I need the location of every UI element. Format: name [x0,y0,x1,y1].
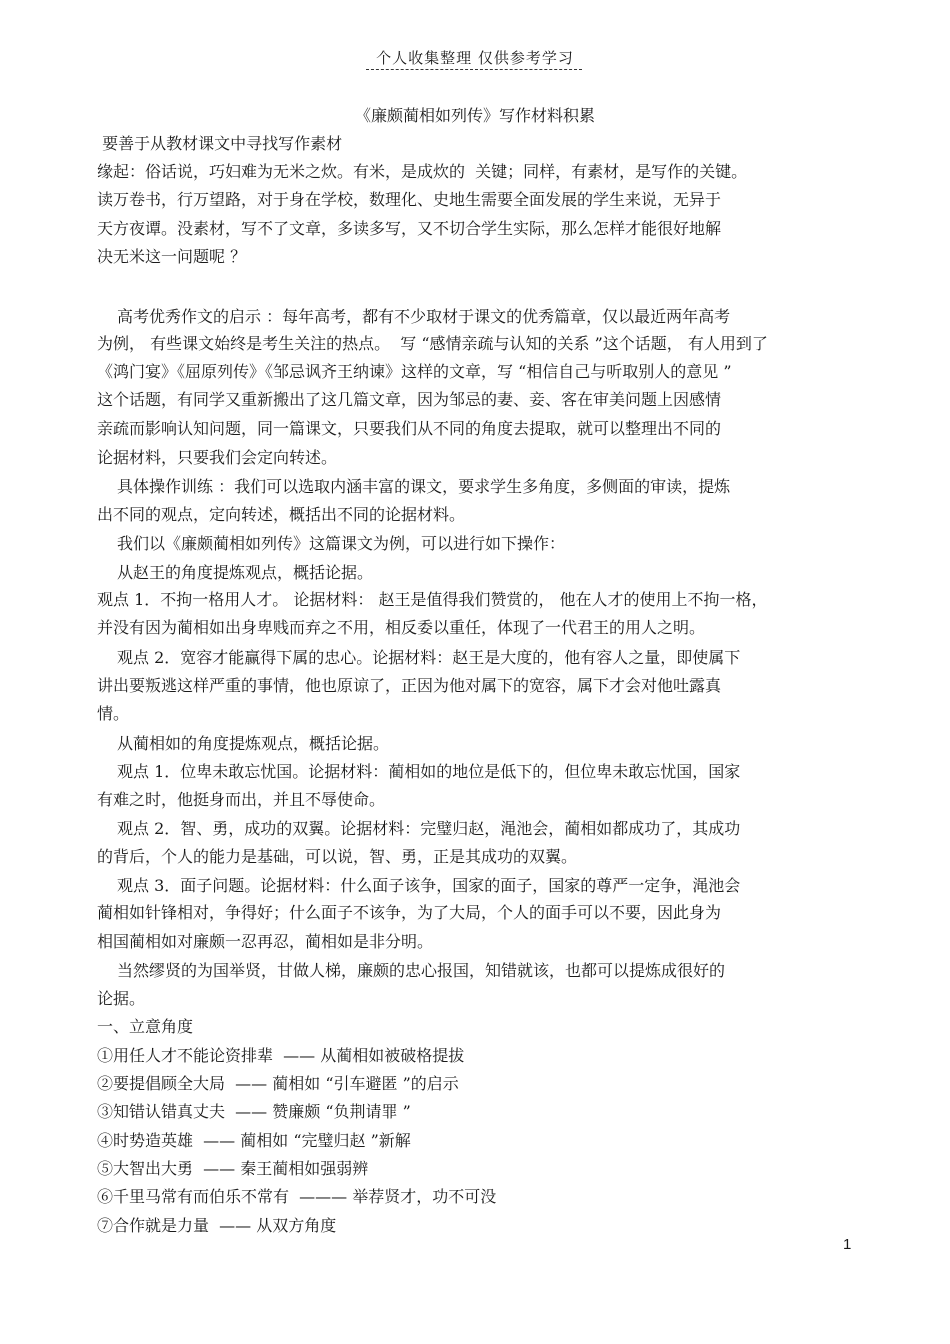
text-line: 并没有因为蔺相如出身卑贱而弃之不用，相反委以重任，体现了一代君王的用人之明。 [97,618,706,637]
text-line: ⑥千里马常有而伯乐不常有 ——— 举荐贤才，功不可没 [97,1187,497,1206]
text-line: ⑤大智出大勇 —— 秦王蔺相如强弱辨 [97,1159,369,1178]
text-line: 相国蔺相如对廉颇一忍再忍，蔺相如是非分明。 [97,932,434,951]
header-dashed-rule [366,69,582,70]
page-number: 1 [843,1236,852,1253]
text-line: 从赵王的角度提炼观点，概括论据。 [117,563,374,582]
text-line: 一、立意角度 [97,1017,194,1036]
text-line: 要善于从教材课文中寻找写作素材 [97,134,343,153]
text-line: 这个话题，有同学又重新搬出了这几篇文章，因为邹忌的妻、妾、客在审美问题上因感情 [97,390,722,409]
text-line: 情。 [97,704,130,723]
text-line: 决无米这一问题呢 ？ [97,247,247,266]
text-line: 亲疏而影响认知问题，同一篇课文，只要我们从不同的角度去提取，就可以整理出不同的 [97,419,722,438]
text-line: 论据。 [97,989,146,1008]
text-line: 我们以《廉颇蔺相如列传》这篇课文为例，可以进行如下操作： [117,534,566,553]
text-line: 《鸿门宴》《屈原列传》《邹忌讽齐王纳谏》这样的文章，写 “相信自己与听取别人的意见 ” [97,362,732,381]
text-line: 具体操作训练 ：我们可以选取内涵丰富的课文，要求学生多角度，多侧面的审读，提炼 [117,477,731,496]
text-line: 缘起：俗话说，巧妇难为无米之炊。有米，是成炊的 关键；同样，有素材，是写作的关键。 [97,162,748,181]
text-line: 读万卷书，行万望路，对于身在学校，数理化、史地生需要全面发展的学生来说，无异于 [97,190,722,209]
text-line: ⑦合作就是力量 —— 从双方角度 [97,1216,337,1235]
text-line: 观点 2．宽容才能赢得下属的忠心。论据材料：赵王是大度的，他有容人之量，即使属下 [117,648,741,667]
text-line: 当然缪贤的为国举贤，甘做人梯，廉颇的忠心报国，知错就该，也都可以提炼成很好的 [117,961,726,980]
page-header: 个人收集整理 仅供参考学习 [376,49,574,67]
text-line: 高考优秀作文的启示 ：每年高考，都有不少取材于课文的优秀篇章，仅以最近两年高考 [117,307,731,326]
text-line: ②要提倡顾全大局 —— 蔺相如 “引车避匿 ”的启示 [97,1074,459,1093]
text-line: 观点 1．位卑未敢忘忧国。论据材料：蔺相如的地位是低下的，但位卑未敢忘忧国，国家 [117,762,741,781]
text-line: 观点 1．不拘一格用人才。 论据材料： 赵王是值得我们赞赏的， 他在人才的使用上不拘一格， [97,590,768,609]
text-line: 有难之时，他挺身而出，并且不辱使命。 [97,790,386,809]
text-line: 的背后，个人的能力是基础，可以说，智、勇，正是其成功的双翼。 [97,847,578,866]
text-line: ④时势造英雄 —— 蔺相如 “完璧归赵 ”新解 [97,1131,411,1150]
text-line: 从蔺相如的角度提炼观点，概括论据。 [117,734,390,753]
text-line: 天方夜谭。没素材，写不了文章，多读多写，又不切合学生实际，那么怎样才能很好地解 [97,219,722,238]
text-line: 讲出要叛逃这样严重的事情，他也原谅了，正因为他对属下的宽容，属下才会对他吐露真 [97,676,722,695]
text-line: 观点 3．面子问题。论据材料：什么面子该争，国家的面子，国家的尊严一定争，渑池会 [117,876,741,895]
text-line: 出不同的观点，定向转述，概括出不同的论据材料。 [97,505,466,524]
text-line: 蔺相如针锋相对，争得好；什么面子不该争，为了大局，个人的面手可以不要，因此身为 [97,903,722,922]
text-line: 论据材料，只要我们会定向转述。 [97,448,338,467]
document-title: 《廉颇蔺相如列传》写作材料积累 [354,106,595,125]
text-line: ③知错认错真丈夫 —— 赞廉颇 “负荆请罪 ” [97,1102,411,1121]
text-line: 为例， 有些课文始终是考生关注的热点。 写 “感情亲疏与认知的关系 ”这个话题， 有人用到了 [97,334,768,353]
text-line: ①用任人才不能论资排辈 —— 从蔺相如被破格提拔 [97,1046,465,1065]
text-line: 观点 2．智、勇，成功的双翼。论据材料：完璧归赵，渑池会，蔺相如都成功了，其成功 [117,819,741,838]
